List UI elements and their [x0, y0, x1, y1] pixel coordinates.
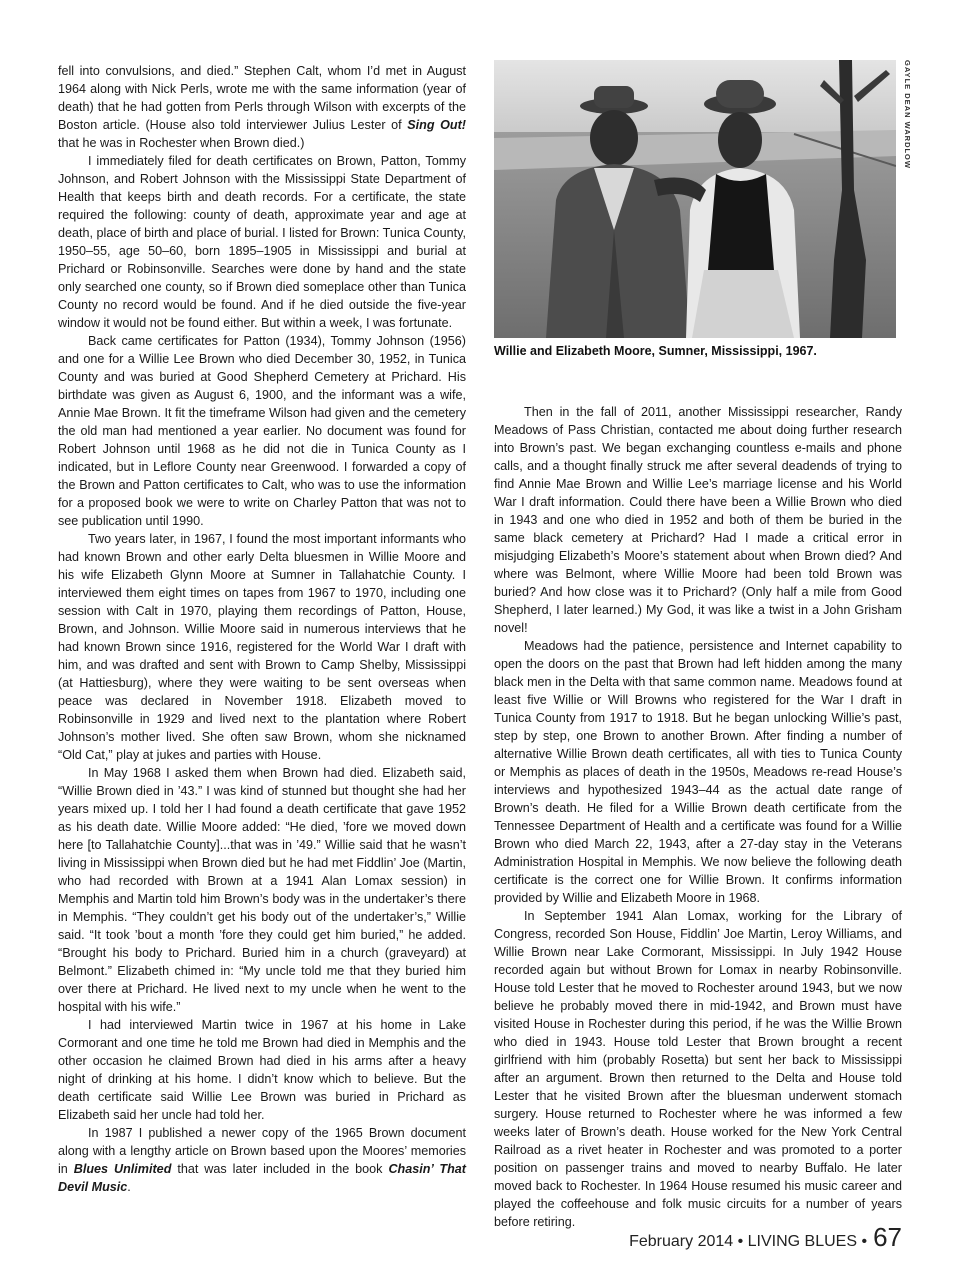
paragraph-text: that was later included in the book: [177, 1162, 383, 1176]
paragraph-text: that he was in Rochester when Brown died.): [58, 136, 305, 150]
paragraph: Back came certificates for Patton (1934), Tommy Johnson (1956) and one for a Willie Lee Brown who died December 30, 1952, in Tunica County and was buried at Good Shepherd Cemetery at Prichard. His birthdate was given as August 6, 1900, and the informant was a wife, Annie Mae Brown. It fit the timeframe Wilson had given and the cemetery the old man had mentioned a year earlier. No document was found for Robert Johnson until 1968 as he did not die in Tunica County as I indicated, but in Leflore County near Greenwood. I forwarded a copy of the Brown and Patton certificates to Calt, who was to use the information for a proposed book we were to write on Charley Patton that was not to see publication until 1990.: [58, 334, 466, 528]
page-number: 67: [873, 1222, 902, 1252]
paragraph: Meadows had the patience, persistence and Internet capability to open the doors on the past that Brown had left hidden among the many black men in the Delta with that same common name. Meadows found at least five Willie or Will Browns who registered for the War I draft in Tunica County from 1917 to 1918. But he began unlocking Willie’s past, step by step, one Brown to another Brown. After finding a number of alternative Willie Brown death certificates, all with ties to Tunica County or Memphis as places of death in the 1950s, Meadows re-read House’s interviews and hypothesized 1943–44 as the actual date range of Brown’s death. He filed for a Willie Brown death certificate from the Tennessee Department of Health and a certificate was found for a Willie Brown who died March 22, 1943, after a 27-day stay in the Veterans Administration Hospital in Memphis. We now believe the following death certificate is the correct one for Willie Brown. It confirms information provided by Willie and Elizabeth Moore in 1968.: [494, 639, 902, 905]
paragraph: Two years later, in 1967, I found the most important informants who had known Brown and other early Delta bluesmen in Willie Moore and his wife Elizabeth Glynn Moore at Sumner in Tallahatchie County. I interviewed them eight times on tapes from 1967 to 1970, including one session with Calt in 1970, playing them recordings of Patton, House, Brown, and Johnson. Willie Moore said in numerous interviews that he had known Brown since 1916, registered for the World War I draft with him, and was drafted and sent with Brown to Camp Shelby, Mississippi (at Hattiesburg), where they were waiting to be sent overseas when peace was declared in November 1918. Elizabeth moved to Robinsonville in 1929 and lived next to the plantation where Robert Johnson’s mother lived. She often saw Brown, whom she nicknamed “Old Cat,” play at jukes and parties with House.: [58, 532, 466, 762]
photo-image: [494, 60, 896, 338]
paragraph: In May 1968 I asked them when Brown had died. Elizabeth said, “Willie Brown died in ’43.” I was kind of stunned but thought she had her years mixed up. I told her I had found a death certificate that gave 1952 as his death date. Willie Moore added: “He died, ’fore we moved down here [to Tallahatchie County]...that was in ’49.” Willie said that he wasn’t living in Mississippi when Brown died but he had met Fiddlin’ Joe (Martin, who had recorded with Brown at a 1941 Alan Lomax session) in Memphis and Martin told him Brown’s body was in the undertaker’s there in Memphis. “They couldn’t get his body out of the undertaker’s,” Willie said. “It took ’bout a month ’fore they could get him buried,” he added. “Brought his body to Prichard. Buried him in a church (graveyard) at Belmont.” Elizabeth chimed in: “My uncle told me that they buried him over there at Prichard. He lived next to my uncle when he went to the hospital with his wife.”: [58, 766, 466, 1014]
right-column: [494, 403, 902, 1231]
photograph: [494, 60, 896, 338]
paragraph-text: fell into convulsions, and died.” Stephen Calt, whom I’d met in August 1964 along with Nick Perls, wrote me with the same information (year of death) that he had gotten from Perls through Wilson with excerpts of the Boston article. (House also told interviewer Julius Lester of: [58, 64, 466, 132]
paragraph-text: .: [127, 1180, 131, 1194]
paragraph: I immediately filed for death certificates on Brown, Patton, Tommy Johnson, and Robert Johnson with the Mississippi State Department of Health that keeps birth and death records. For a certificate, the state required the following: county of death, approximate year and age at death, place of birth and place of burial. I listed for Brown: Tunica County, 1950–55, age 50–60, born 1895–1905 in Mississippi and burial at Prichard or Robinsonville. Searches were done by hand and the state only searched one county, so if Brown died someplace other than Tunica County no record would be found. And if he died outside the five-year window it would not be found either. But within a week, I was fortunate.: [58, 154, 466, 330]
page-footer: [629, 1222, 902, 1253]
left-column: [58, 62, 466, 1196]
paragraph-text: In 1987 I published a newer copy of the 1965 Brown document along with a lengthy article on Brown based upon the Moores’ memories in: [58, 1126, 466, 1176]
paragraph: I had interviewed Martin twice in 1967 at his home in Lake Cormorant and one time he told me Brown had died in Memphis and the other occasion he claimed Brown had died in his arms after a heavy night of drinking at his home. I didn’t know which to believe. But the death certificate said Willie Lee Brown was buried in Prichard as Elizabeth said her uncle had told her.: [58, 1018, 466, 1122]
issue-line: February 2014 • LIVING BLUES •: [629, 1233, 868, 1250]
photo-caption: Willie and Elizabeth Moore, Sumner, Mississippi, 1967.: [494, 344, 817, 358]
photo-credit: GAYLE DEAN WARDLOW: [903, 60, 912, 169]
paragraph: In September 1941 Alan Lomax, working for the Library of Congress, recorded Son House, Fiddlin’ Joe Martin, Leroy Williams, and Willie Brown near Lake Cormorant, Mississippi. In July 1942 House recorded again but without Brown for Lomax in nearby Robinsonville. House told Lester that he moved to Rochester around 1943, but we now believe he probably moved there in mid-1942, and Brown must have visited House in Rochester during this period, if he was the Willie Brown who died in 1943. House told Lester that Brown brought a recent girlfriend with him (probably Rosetta) but sent her back to Mississippi after an argument. Brown then returned to the Delta and House told Lester that he visited Brown after the bluesman underwent stomach surgery. House returned to Rochester where he was informed a few weeks later of Brown’s death. House worked for the New York Central Railroad as a rivet heater in Rochester and was promoted to a porter position on passenger trains and moved to nearby Buffalo. He later moved back to Rochester. In 1964 House resumed his music career and played the coffeehouse and folk music circuits for a number of years before retiring.: [494, 909, 902, 1229]
paragraph: [58, 1124, 466, 1196]
paragraph: Then in the fall of 2011, another Mississippi researcher, Randy Meadows of Pass Christian, contacted me about doing further research into Brown’s past. We began exchanging countless e-mails and phone calls, and a thought finally struck me after several deadends of trying to find Annie Mae Brown and Willie Lee’s marriage license and his World War I draft information. Could there have been a Willie Brown who died in 1943 and one who died in 1952 and both of them be buried in the same black cemetery at Prichard? Had I made a critical error in misjudging Elizabeth’s Moore’s statement about when Brown died? And where was Belmont, where Willie Moore had been told Brown was buried? And how close was it to Prichard? (Only half a mile from Good Shepherd, I later learned.) My God, it was like a twist in a John Grisham novel!: [494, 405, 902, 635]
magazine-title: Sing Out!: [407, 118, 466, 132]
paragraph: [58, 62, 466, 152]
magazine-title: Blues Unlimited: [73, 1162, 172, 1176]
book-title: Chasin’ That Devil Music: [58, 1162, 466, 1194]
